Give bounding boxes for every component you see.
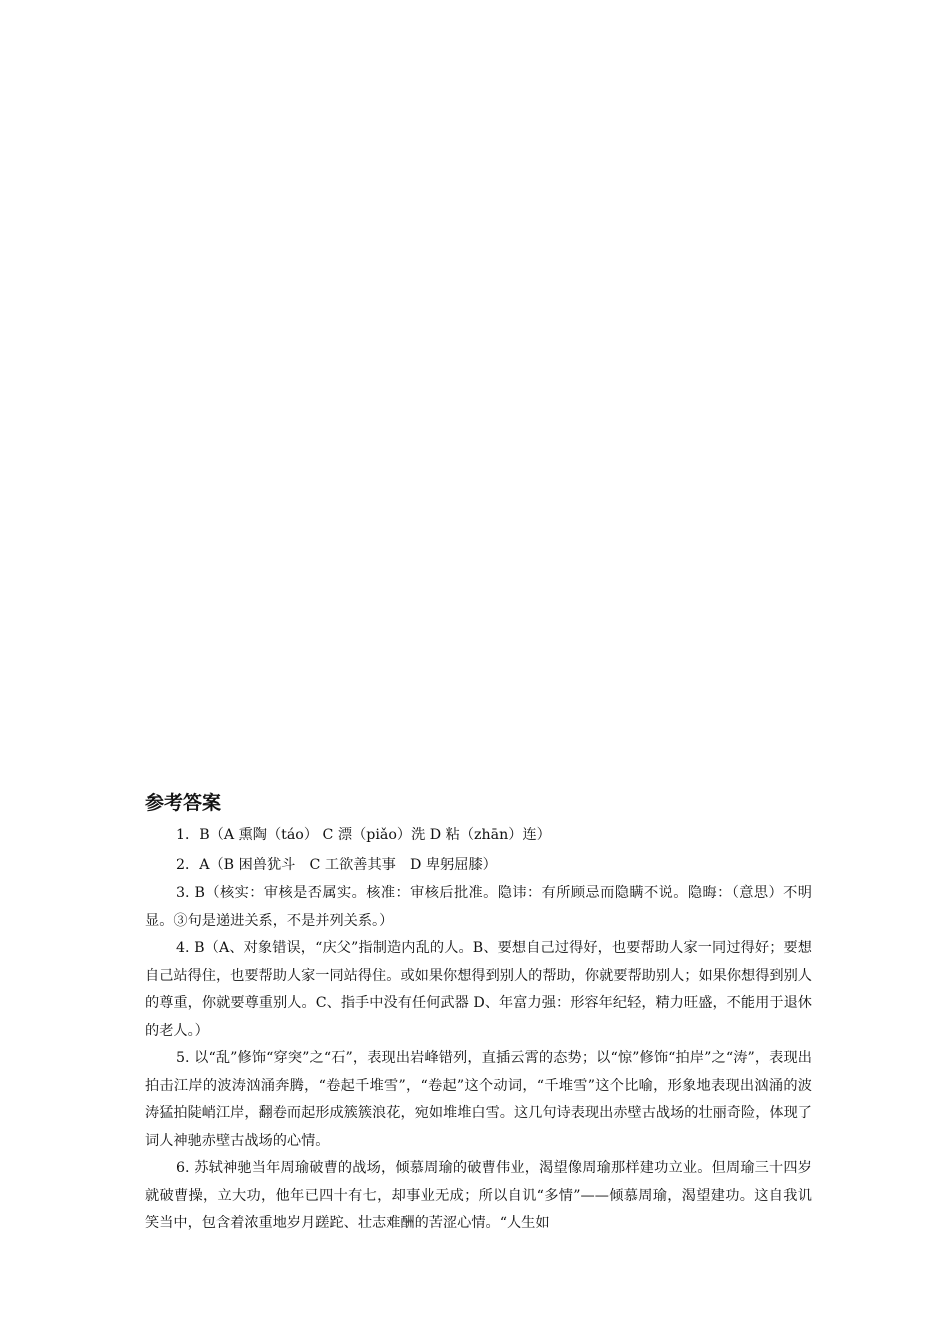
section-heading: 参考答案 xyxy=(145,792,222,814)
answer-item-4: 4. B（A、对象错误，“庆父”指制造内乱的人。B、要想自己过得好，也要帮助人家一同过得好；要想自己站得住，也要帮助人家一同站得住。或如果你想得到别人的帮助，你就要帮助别人；如果你想得到别人的尊重，你就要尊重别人。C、指手中没有任何武器 D、年富力强：形容年纪轻，精力旺盛，不能用于退休的老人。） xyxy=(145,940,812,1039)
answer-item-6: 6. 苏轼神驰当年周瑜破曹的战场，倾慕周瑜的破曹伟业，渴望像周瑜那样建功立业。但周瑜三十四岁就破曹操，立大功，他年已四十有七，却事业无成；所以自讥“多情”——倾慕周瑜，渴望建功。这自我讥笑当中，包含着浓重地岁月蹉跎、壮志难酬的苦涩心情。“人生如 xyxy=(145,1160,812,1231)
answer-item-2: 2．A（B 困兽犹斗 C 工欲善其事 D 卑躬屈膝） xyxy=(176,857,497,873)
answer-section xyxy=(145,786,812,1238)
answer-item-3: 3. B（核实：审核是否属实。核准：审核后批准。隐讳：有所顾忌而隐瞒不说。隐晦：（意思）不明显。③句是递进关系，不是并列关系。） xyxy=(145,885,812,929)
answer-item-5: 5. 以“乱”修饰“穿突”之“石”，表现出岩峰错列，直插云霄的态势；以“惊”修饰“拍岸”之“涛”，表现出拍击江岸的波涛汹涌奔腾，“卷起千堆雪”，“卷起”这个动词，“千堆雪”这个比喻，形象地表现出汹涌的波涛猛拍陡峭江岸，翻卷而起形成簇簇浪花，宛如堆堆白雪。这几句诗表现出赤壁古战场的壮丽奇险，体现了词人神驰赤壁古战场的心情。 xyxy=(145,1050,812,1149)
answer-item-1: 1．B（A 熏陶（táo） C 漂（piǎo）洗 D 粘（zhān）连） xyxy=(176,827,551,843)
